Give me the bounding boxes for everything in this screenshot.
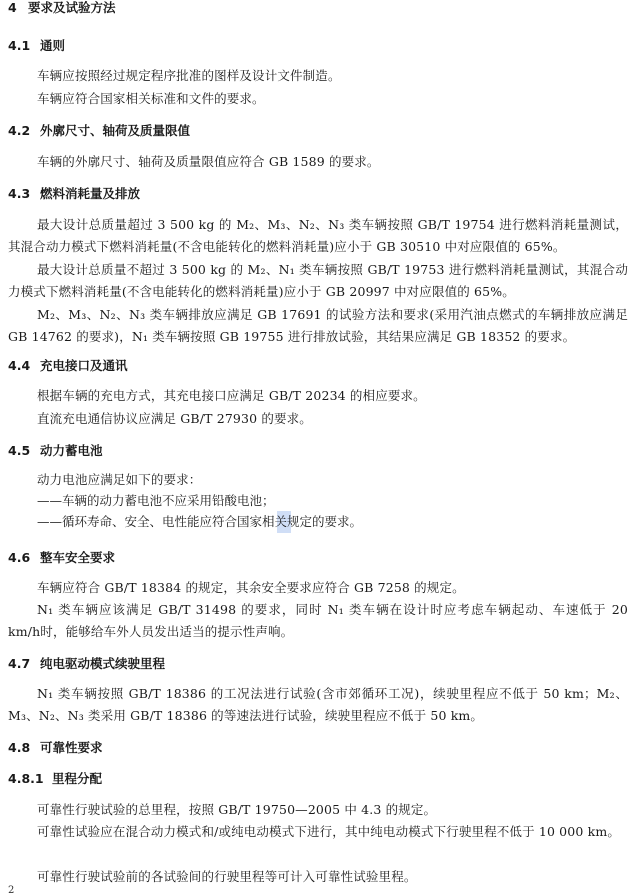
list-item: ——循环寿命、安全、电性能应符合国家相关规定的要求。: [37, 514, 363, 529]
paragraph: 车辆应符合国家相关标准和文件的要求。: [37, 91, 265, 106]
section-number: 4.7: [8, 656, 31, 671]
paragraph: 可靠性试验应在混合动力模式和/或纯电动模式下进行，其中纯电动模式下行驶里程不低于 10 000 km。: [37, 824, 620, 839]
section-heading-4-1: [8, 38, 65, 54]
paragraph: 车辆应符合 GB/T 18384 的规定，其余安全要求应符合 GB 7258 的规定。: [37, 580, 465, 595]
section-heading-4-8-1: [8, 771, 102, 787]
section-title: 要求及试验方法: [28, 0, 116, 15]
section-title: 燃料消耗量及排放: [40, 186, 141, 201]
section-number: 4.4: [8, 358, 31, 373]
paragraph: 可靠性行驶试验前的各试验间的行驶里程等可计入可靠性试验里程。: [37, 869, 417, 884]
section-heading-4-8: [8, 740, 103, 756]
section-title: 纯电驱动模式续驶里程: [40, 656, 166, 671]
paragraph: N₁ 类车辆按照 GB/T 18386 的工况法进行试验(含市郊循环工况)，续驶里程应不低于 50 km；M₂、M₃、N₂、N₃ 类采用 GB/T 18386 的等速法进行试验，续驶里程应不低于 50 km。: [8, 686, 628, 723]
section-number: 4.6: [8, 550, 31, 565]
section-title: 动力蓄电池: [40, 443, 103, 458]
section-heading-4: [8, 0, 116, 16]
section-title: 整车安全要求: [40, 550, 116, 565]
section-heading-4-5: [8, 443, 103, 459]
section-heading-4-3: [8, 186, 140, 202]
section-heading-4-7: [8, 656, 165, 672]
section-title: 可靠性要求: [40, 740, 103, 755]
paragraph: 根据车辆的充电方式，其充电接口应满足 GB/T 20234 的相应要求。: [37, 388, 426, 403]
section-number: 4.8.1: [8, 771, 44, 786]
section-number: 4.5: [8, 443, 31, 458]
section-number: 4.8: [8, 740, 31, 755]
list-item: ——车辆的动力蓄电池不应采用铅酸电池；: [37, 493, 275, 508]
paragraph: M₂、M₃、N₂、N₃ 类车辆排放应满足 GB 17691 的试验方法和要求(采用汽油点燃式的车辆排放应满足 GB 14762 的要求)，N₁ 类车辆按照 GB 19755 进行排放试验，其结果应满足 GB 18352 的要求。: [8, 307, 628, 344]
section-title: 通则: [40, 38, 66, 53]
paragraph: 直流充电通信协议应满足 GB/T 27930 的要求。: [37, 411, 312, 426]
section-heading-4-6: [8, 550, 115, 566]
paragraph: 最大设计总质量超过 3 500 kg 的 M₂、M₃、N₂、N₃ 类车辆按照 GB/T 19754 进行燃料消耗量测试，其混合动力模式下燃料消耗量(不含电能转化的燃料消耗量)应小于 GB 30510 中对应限值的 65%。: [8, 217, 628, 254]
paragraph: 车辆应按照经过规定程序批准的图样及设计文件制造。: [37, 68, 341, 83]
paragraph: 动力电池应满足如下的要求：: [37, 472, 202, 487]
section-number: 4.1: [8, 38, 31, 53]
page-number: 2: [8, 885, 15, 896]
section-title: 里程分配: [52, 771, 103, 786]
paragraph: 最大设计总质量不超过 3 500 kg 的 M₂、N₁ 类车辆按照 GB/T 19753 进行燃料消耗量测试，其混合动力模式下燃料消耗量(不含电能转化的燃料消耗量)应小于 GB 20997 中对应限值的 65%。: [8, 262, 628, 299]
section-number: 4: [8, 0, 17, 15]
section-heading-4-2: [8, 123, 190, 139]
section-number: 4.2: [8, 123, 31, 138]
section-heading-4-4: [8, 358, 128, 374]
section-number: 4.3: [8, 186, 31, 201]
paragraph: 可靠性行驶试验的总里程，按照 GB/T 19750—2005 中 4.3 的规定。: [37, 802, 437, 817]
paragraph: N₁ 类车辆应该满足 GB/T 31498 的要求，同时 N₁ 类车辆在设计时应考虑车辆起动、车速低于 20 km/h时，能够给车外人员发出适当的提示性声响。: [8, 602, 628, 639]
section-title: 充电接口及通讯: [40, 358, 128, 373]
paragraph: 车辆的外廓尺寸、轴荷及质量限值应符合 GB 1589 的要求。: [37, 154, 380, 169]
section-title: 外廓尺寸、轴荷及质量限值: [40, 123, 191, 138]
